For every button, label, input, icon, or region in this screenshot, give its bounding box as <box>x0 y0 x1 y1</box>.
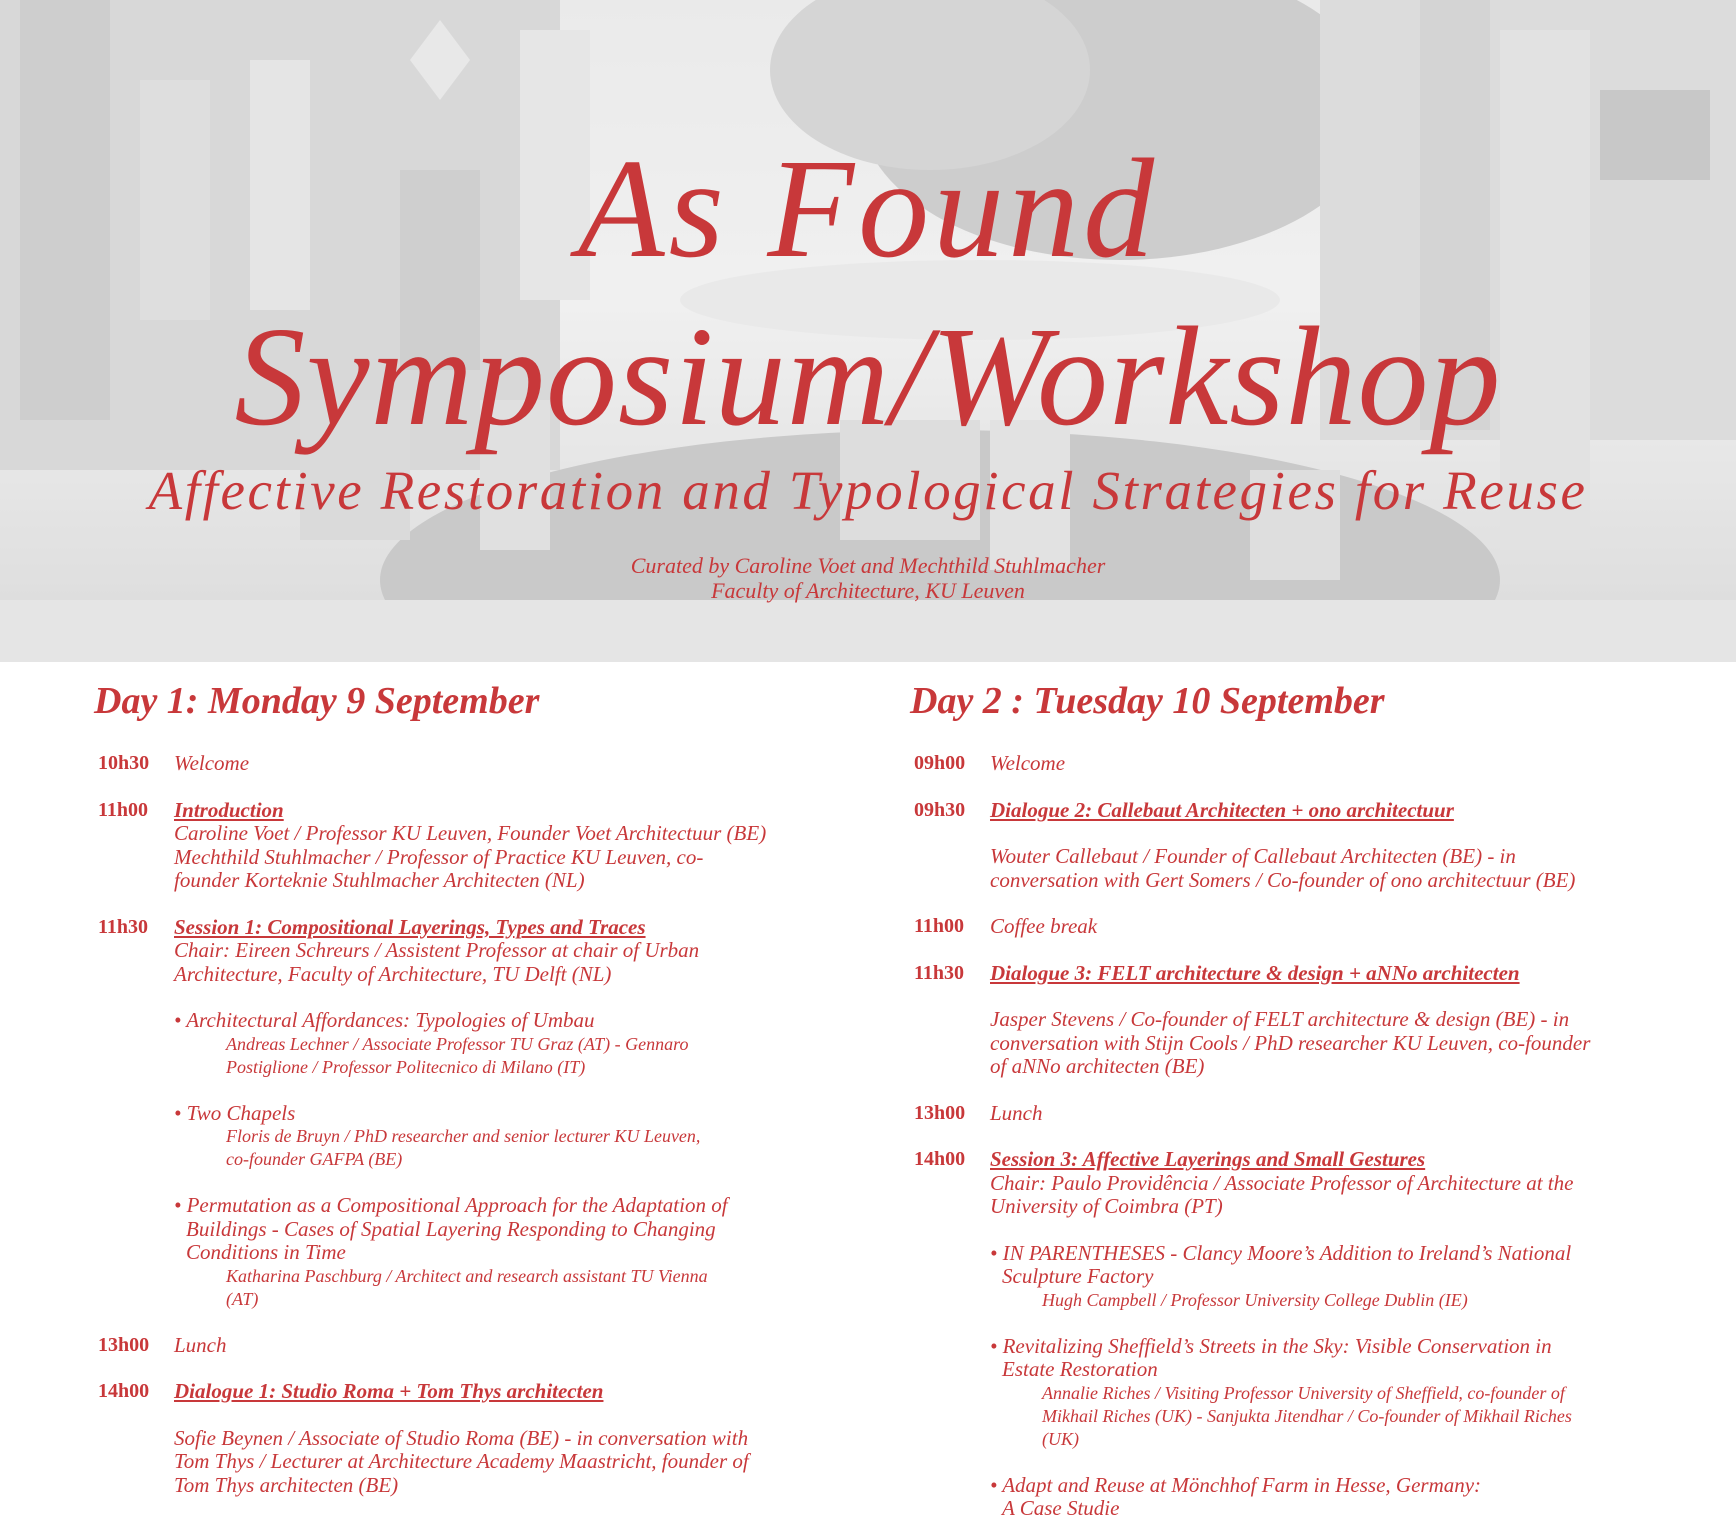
talk-speaker: Katharina Paschburg / Architect and research assistant TU Vienna <box>226 1265 708 1286</box>
talk-speaker: Annalie Riches / Visiting Professor University of Sheffield, co-founder of <box>1042 1382 1565 1403</box>
entry-line: Chair: Paulo Providência / Associate Professor of Architecture at the <box>990 1170 1574 1195</box>
title-line-1: As Found <box>577 129 1159 287</box>
talk-item <box>174 1009 854 1079</box>
talk-speaker: (UK) <box>1042 1428 1079 1449</box>
day1-column <box>94 676 854 1497</box>
title-line-2: Symposium/Workshop <box>234 297 1502 455</box>
schedule-entry <box>910 752 1670 776</box>
talk-item <box>990 1474 1670 1521</box>
talk-title: • Two Chapels <box>174 1100 296 1125</box>
entry-time: 10h30 <box>98 752 150 774</box>
curators-line: Curated by Caroline Voet and Mechthild Stuhlmacher <box>630 553 1106 578</box>
talk-speaker: co-founder GAFPA (BE) <box>226 1149 403 1169</box>
session-title-link[interactable]: Dialogue 2: Callebaut Architecten + ono architectuur <box>990 797 1454 822</box>
talk-speaker: Hugh Campbell / Professor University College Dublin (IE) <box>1042 1289 1468 1310</box>
day1-heading: Day 1: Monday 9 September <box>94 680 540 722</box>
entry-time: 14h00 <box>98 1380 150 1402</box>
entry-line: founder Korteknie Stuhlmacher Architecten (NL) <box>174 868 585 892</box>
entry-line: University of Coimbra (PT) <box>990 1194 1223 1218</box>
talk-speaker: Andreas Lechner / Associate Professor TU Graz (AT) - Gennaro <box>226 1033 689 1054</box>
entry-time: 11h30 <box>98 915 149 938</box>
talk-item <box>174 1194 854 1311</box>
entry-line: Tom Thys / Lecturer at Architecture Academy Maastricht, founder of <box>174 1449 749 1473</box>
schedule-entry <box>910 962 1670 1079</box>
entry-time: 09h30 <box>914 798 966 821</box>
talk-title: A Case Studie <box>1002 1496 1120 1520</box>
entry-line: Jasper Stevens / Co-founder of FELT architecture & design (BE) - in <box>990 1007 1570 1031</box>
entry-line: Caroline Voet / Professor KU Leuven, Founder Voet Architectuur (BE) <box>174 821 767 845</box>
session-title-link[interactable]: Dialogue 3: FELT architecture & design + aNNo architecten <box>990 960 1520 985</box>
talk-title: • Revitalizing Sheffield’s Streets in the Sky: Visible Conservation in <box>990 1333 1552 1358</box>
entry-time: 11h30 <box>914 961 965 984</box>
talk-title: Sculpture Factory <box>1002 1264 1154 1288</box>
entry-time: 11h00 <box>914 915 965 937</box>
entry-line: Sofie Beynen / Associate of Studio Roma (BE) - in conversation with <box>174 1425 749 1450</box>
entry-line: of aNNo architecten (BE) <box>990 1054 1205 1078</box>
entry-line: Mechthild Stuhlmacher / Professor of Practice KU Leuven, co- <box>174 844 704 869</box>
entry-label: Lunch <box>990 1100 1043 1125</box>
entry-time: 13h00 <box>98 1333 150 1356</box>
talk-speaker: Postiglione / Professor Politecnico di Milano (IT) <box>226 1056 586 1077</box>
entry-label: Welcome <box>990 751 1066 775</box>
schedule-entry <box>94 916 854 1311</box>
entry-line: conversation with Stijn Cools / PhD researcher KU Leuven, co-founder <box>990 1030 1591 1055</box>
entry-time: 11h00 <box>98 798 149 821</box>
schedule-entry <box>910 1148 1670 1521</box>
day2-column <box>910 676 1670 1521</box>
entry-time: 14h00 <box>914 1148 966 1170</box>
talk-title: Estate Restoration <box>1002 1357 1158 1381</box>
schedule-entry <box>94 1380 854 1497</box>
session-title-link[interactable]: Session 1: Compositional Layerings, Types and Traces <box>174 914 646 939</box>
talk-item <box>990 1242 1670 1312</box>
entry-line: Wouter Callebaut / Founder of Callebaut Architecten (BE) - in <box>990 844 1516 868</box>
talk-speaker: Floris de Bruyn / PhD researcher and senior lecturer KU Leuven, <box>226 1126 701 1146</box>
talk-title: • Architectural Affordances: Typologies of Umbau <box>174 1008 595 1032</box>
talk-title: • Adapt and Reuse at Mönchhof Farm in Hesse, Germany: <box>990 1472 1482 1497</box>
talk-title: Conditions in Time <box>186 1240 346 1264</box>
schedule-entry <box>94 1334 854 1358</box>
talk-item <box>990 1335 1670 1451</box>
faculty-line: Faculty of Architecture, KU Leuven <box>711 578 1025 603</box>
schedule-entry <box>94 752 854 776</box>
entry-label: Coffee break <box>990 914 1098 938</box>
schedule-entry <box>910 799 1670 893</box>
schedule-entry <box>910 915 1670 939</box>
entry-time: 09h00 <box>914 752 966 774</box>
schedule-entry <box>910 1102 1670 1126</box>
entry-line: Tom Thys architecten (BE) <box>174 1472 399 1497</box>
entry-line: Chair: Eireen Schreurs / Assistent Professor at chair of Urban <box>174 938 700 962</box>
day2-heading: Day 2 : Tuesday 10 September <box>910 680 1385 722</box>
hero-banner <box>0 0 1736 662</box>
talk-speaker: Mikhail Riches (UK) - Sanjukta Jitendhar / Co-founder of Mikhail Riches <box>1042 1405 1572 1426</box>
session-title-link[interactable]: Introduction <box>174 797 284 822</box>
entry-line: conversation with Gert Somers / Co-founder of ono architectuur (BE) <box>990 867 1576 892</box>
talk-title: Buildings - Cases of Spatial Layering Responding to Changing <box>186 1216 716 1241</box>
entry-label: Welcome <box>174 751 250 775</box>
entry-line: Architecture, Faculty of Architecture, TU Delft (NL) <box>174 961 612 986</box>
session-title-link[interactable]: Dialogue 1: Studio Roma + Tom Thys architecten <box>174 1379 604 1403</box>
talk-item <box>174 1102 854 1172</box>
session-title-link[interactable]: Session 3: Affective Layerings and Small Gestures <box>990 1147 1426 1171</box>
talk-speaker: (AT) <box>226 1288 259 1309</box>
subtitle: Affective Restoration and Typological Strategies for Reuse <box>148 460 1588 521</box>
entry-label: Lunch <box>174 1332 227 1357</box>
talk-title: • IN PARENTHESES - Clancy Moore’s Addition to Ireland’s National <box>990 1240 1572 1265</box>
talk-title: • Permutation as a Compositional Approach for the Adaptation of <box>174 1193 728 1217</box>
entry-time: 13h00 <box>914 1101 966 1124</box>
schedule-entry <box>94 799 854 893</box>
